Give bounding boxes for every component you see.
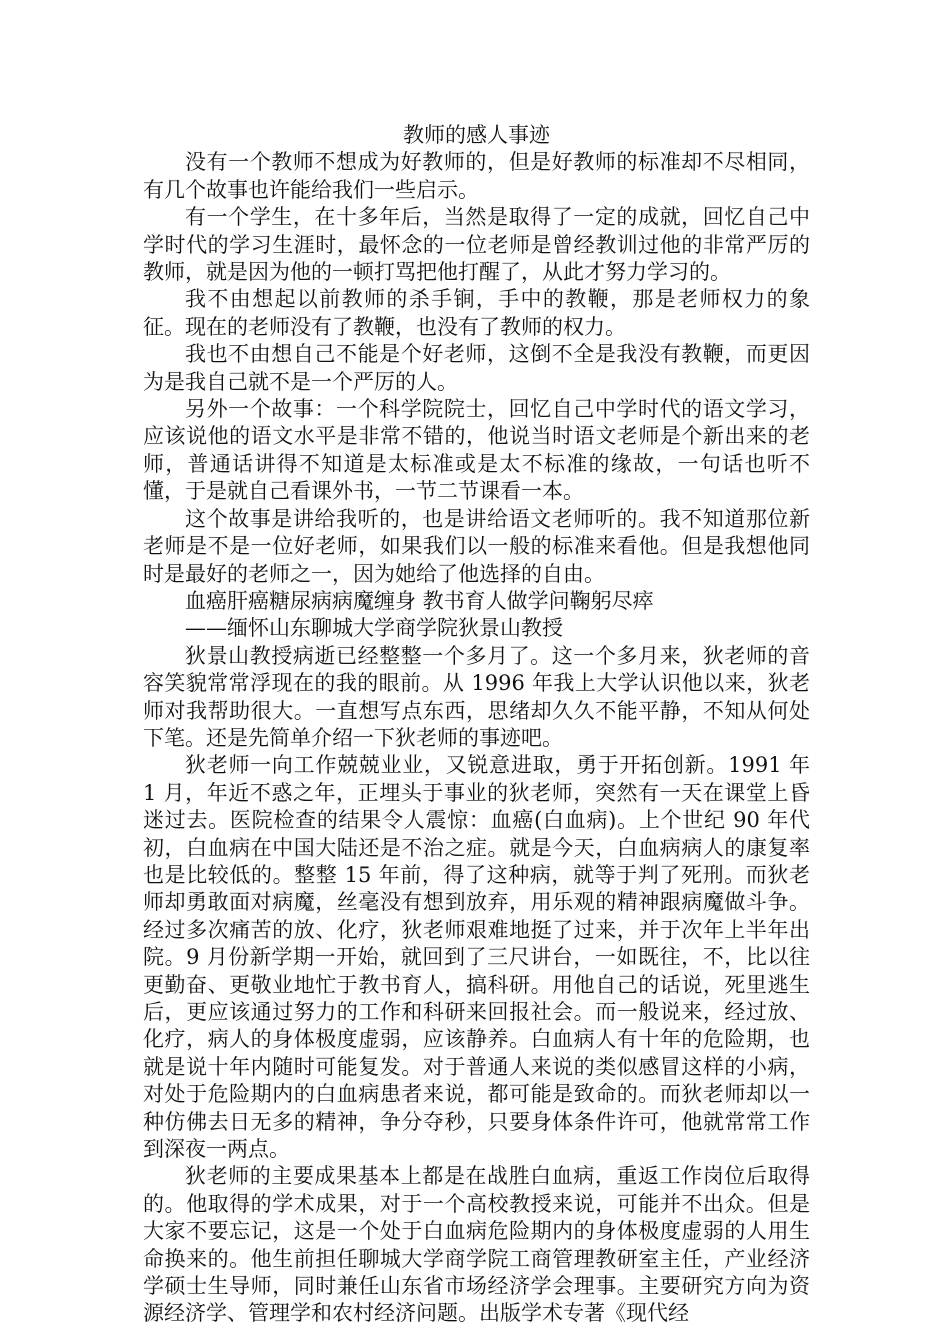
paragraph-4: 我也不由想自己不能是个好老师，这倒不全是我没有教鞭，而更因为是我自己就不是一个严厉的人。 — [143, 342, 810, 394]
section-heading: 血癌肝癌糖尿病病魔缠身 教书育人做学问鞠躬尽瘁 — [185, 588, 654, 613]
paragraph-7: 狄景山教授病逝已经整整一个多月了。这一个多月来，狄老师的音容笑貌常常浮现在的我的眼前。从 1996 年我上大学认识他以来，狄老师对我帮助很大。一直想写点东西，思绪却久久不能平静，不知从何处下笔。还是先简单介绍一下狄老师的事迹吧。 — [143, 643, 810, 750]
document-page — [143, 122, 810, 1328]
paragraph-1: 没有一个教师不想成为好教师的，但是好教师的标准却不尽相同，有几个故事也许能给我们一些启示。 — [143, 150, 810, 202]
paragraph-5: 另外一个故事：一个科学院院士，回忆自己中学时代的语文学习，应该说他的语文水平是非常不错的，他说当时语文老师是个新出来的老师，普通话讲得不知道是太标准或是太不标准的缘故，一句话也听不懂，于是就自己看课外书，一节二节课看一本。 — [143, 397, 810, 504]
section-subheading: ——缅怀山东聊城大学商学院狄景山教授 — [185, 616, 563, 641]
paragraph-6: 这个故事是讲给我听的，也是讲给语文老师听的。我不知道那位新老师是不是一位好老师，如果我们以一般的标准来看他。但是我想他同时是最好的老师之一，因为她给了他选择的自由。 — [143, 506, 810, 586]
paragraph-9: 狄老师的主要成果基本上都是在战胜白血病，重返工作岗位后取得的。他取得的学术成果，对于一个高校教授来说，可能并不出众。但是大家不要忘记，这是一个处于白血病危险期内的身体极度虚弱的人用生命换来的。他生前担任聊城大学商学院工商管理教研室主任，产业经济学硕士生导师，同时兼任山东省市场经济学会理事。主要研究方向为资源经济学、管理学和农村经济问题。出版学术专著《现代经 — [143, 1164, 810, 1326]
paragraph-8: 狄老师一向工作兢兢业业，又锐意进取，勇于开拓创新。1991 年 1 月，年近不惑之年，正埋头于事业的狄老师，突然有一天在课堂上昏迷过去。医院检查的结果令人震惊：血癌(白血病)。上个世纪 90 年代初，白血病在中国大陆还是不治之症。就是今天，白血病病人的康复率也是比较低的。整整 15 年前，得了这种病，就等于判了死刑。而狄老师却勇敢面对病魔，丝毫没有想到放弃，用乐观的精神跟病魔做斗争。经过多次痛苦的放、化疗，狄老师艰难地挺了过来，并于次年上半年出院。9 月份新学期一开始，就回到了三尺讲台，一如既往，不，比以往更勤奋、更敬业地忙于教书育人，搞科研。用他自己的话说，死里逃生后，更应该通过努力的工作和科研来回报社会。而一般说来，经过放、化疗，病人的身体极度虚弱，应该静养。白血病人有十年的危险期，也就是说十年内随时可能复发。对于普通人来说的类似感冒这样的小病，对处于危险期内的白血病患者来说，都可能是致命的。而狄老师却以一种仿佛去日无多的精神，争分夺秒，只要身体条件许可，他就常常工作到深夜一两点。 — [143, 753, 810, 1162]
document-title: 教师的感人事迹 — [403, 123, 550, 147]
paragraph-2: 有一个学生，在十多年后，当然是取得了一定的成就，回忆自己中学时代的学习生涯时，最怀念的一位老师是曾经教训过他的非常严厉的教师，就是因为他的一顿打骂把他打醒了，从此才努力学习的。 — [143, 205, 810, 285]
paragraph-3: 我不由想起以前教师的杀手锏，手中的教鞭，那是老师权力的象征。现在的老师没有了教鞭，也没有了教师的权力。 — [143, 287, 810, 339]
